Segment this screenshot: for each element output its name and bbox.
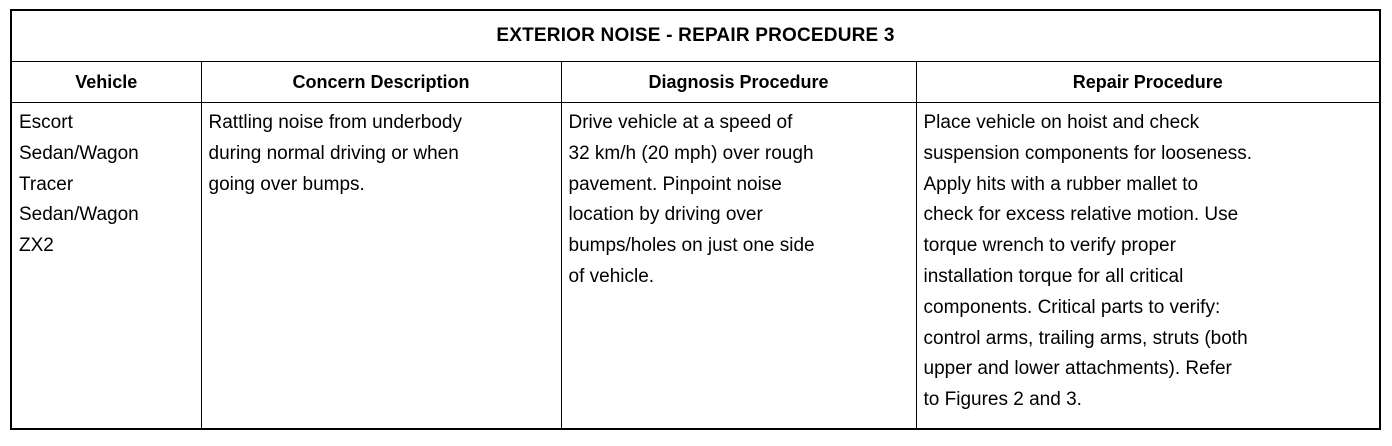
vehicle-line: Escort bbox=[19, 112, 73, 133]
header-row bbox=[11, 62, 1380, 103]
repair-line: components. Critical parts to verify: bbox=[923, 296, 1221, 318]
concern-cell bbox=[201, 103, 561, 429]
vehicle-line: ZX2 bbox=[19, 235, 54, 257]
vehicle-line: Sedan/Wagon bbox=[19, 204, 139, 226]
diagnosis-line: Drive vehicle at a speed of bbox=[568, 112, 793, 133]
column-header-vehicle: Vehicle bbox=[11, 62, 201, 103]
column-header-concern: Concern Description bbox=[201, 62, 561, 103]
repair-line: torque wrench to verify proper bbox=[923, 235, 1176, 257]
repair-line: control arms, trailing arms, struts (both bbox=[923, 327, 1248, 349]
repair-cell bbox=[916, 103, 1380, 429]
column-header-repair: Repair Procedure bbox=[916, 62, 1380, 103]
concern-line: during normal driving or when bbox=[208, 142, 459, 164]
repair-line: suspension components for looseness. bbox=[923, 142, 1252, 164]
concern-line: Rattling noise from underbody bbox=[208, 112, 462, 133]
repair-line: Place vehicle on hoist and check bbox=[923, 112, 1200, 133]
diagnosis-cell bbox=[561, 103, 916, 429]
repair-line: Apply hits with a rubber mallet to bbox=[923, 173, 1199, 195]
title-row bbox=[11, 10, 1380, 62]
table-title: EXTERIOR NOISE - REPAIR PROCEDURE 3 bbox=[11, 10, 1380, 62]
repair-line: check for excess relative motion. Use bbox=[923, 204, 1239, 226]
repair-line: installation torque for all critical bbox=[923, 265, 1184, 287]
concern-line: going over bumps. bbox=[208, 173, 365, 195]
vehicle-line: Tracer bbox=[19, 173, 74, 195]
repair-line: upper and lower attachments). Refer bbox=[923, 358, 1232, 380]
diagnosis-line: of vehicle. bbox=[568, 265, 655, 287]
column-header-diagnosis: Diagnosis Procedure bbox=[561, 62, 916, 103]
diagnosis-line: location by driving over bbox=[568, 204, 763, 226]
diagnosis-line: pavement. Pinpoint noise bbox=[568, 173, 782, 195]
diagnosis-line: bumps/holes on just one side bbox=[568, 235, 815, 257]
table-row bbox=[11, 103, 1380, 429]
diagnosis-line: 32 km/h (20 mph) over rough bbox=[568, 142, 814, 164]
vehicle-line: Sedan/Wagon bbox=[19, 142, 139, 164]
vehicle-cell bbox=[11, 103, 201, 429]
repair-line: to Figures 2 and 3. bbox=[923, 389, 1082, 411]
repair-procedure-table bbox=[10, 9, 1381, 430]
